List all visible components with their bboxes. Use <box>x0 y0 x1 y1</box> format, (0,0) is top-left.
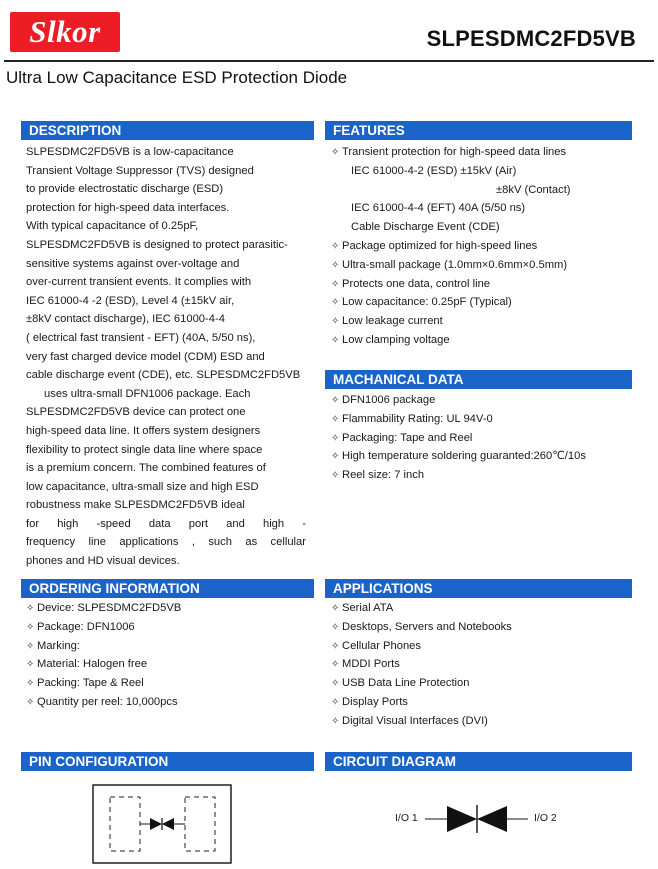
application-item <box>331 674 512 693</box>
feature-item-text: IEC 61000-4-2 (ESD) ±15kV (Air) <box>351 164 517 177</box>
feature-item-text: Package optimized for high-speed lines <box>342 239 538 252</box>
circuit-diagram-heading: CIRCUIT DIAGRAM <box>325 752 632 771</box>
bullet-icon: ✧ <box>331 278 340 290</box>
ordering-item <box>26 655 181 674</box>
application-item-text: Desktops, Servers and Notebooks <box>342 620 512 633</box>
features-list <box>331 143 571 350</box>
ordering-item-text: Marking: <box>37 639 80 652</box>
ordering-item <box>26 693 181 712</box>
io1-label: I/O 1 <box>395 812 418 824</box>
description-line: high-speed data line. It offers system designers <box>26 424 261 437</box>
mechanical-list <box>331 391 586 485</box>
bullet-icon: ✧ <box>331 395 340 406</box>
bullet-icon: ✧ <box>331 715 340 727</box>
bullet-icon: ✧ <box>26 603 35 614</box>
feature-item-text: ±8kV (Contact) <box>496 183 571 196</box>
application-item <box>331 655 512 674</box>
applications-heading: APPLICATIONS <box>325 579 632 598</box>
ordering-heading: ORDERING INFORMATION <box>21 579 314 598</box>
description-line: protection for high-speed data interfaces. <box>26 201 230 214</box>
feature-item <box>331 256 571 275</box>
ordering-item-text: Material: Halogen free <box>37 658 148 671</box>
description-line: cable discharge event (CDE), etc. SLPESDMC2FD5VB <box>26 369 301 382</box>
feature-item-text: Transient protection for high-speed data lines <box>342 146 567 158</box>
bullet-icon: ✧ <box>331 413 340 425</box>
bullet-icon: ✧ <box>26 659 35 671</box>
bullet-icon: ✧ <box>331 147 340 158</box>
feature-item-text: Low clamping voltage <box>342 333 450 346</box>
application-item <box>331 618 512 637</box>
brand-logo: Slkor <box>10 12 120 52</box>
ordering-item-text: Package: DFN1006 <box>37 620 135 633</box>
mechanical-item-text: DFN1006 package <box>342 394 436 406</box>
feature-item-text: IEC 61000-4-4 (EFT) 40A (5/50 ns) <box>351 202 526 215</box>
bullet-icon: ✧ <box>26 696 35 708</box>
feature-item <box>331 199 571 218</box>
description-line: sensitive systems against over-voltage and <box>26 257 240 270</box>
ordering-list-wrap <box>26 599 181 712</box>
ordering-item-text: Quantity per reel: 10,000pcs <box>37 695 178 708</box>
bullet-icon: ✧ <box>331 451 340 463</box>
bullet-icon: ✧ <box>331 640 340 652</box>
bullet-icon: ✧ <box>331 316 340 328</box>
description-line: uses ultra-small DFN1006 package. Each <box>44 387 251 400</box>
ordering-list <box>26 599 181 712</box>
mechanical-heading: MACHANICAL DATA <box>325 370 632 389</box>
features-heading: FEATURES <box>325 121 632 140</box>
bullet-icon: ✧ <box>331 240 340 252</box>
part-number-title: SLPESDMC2FD5VB <box>426 26 636 51</box>
bullet-icon: ✧ <box>26 640 35 652</box>
bullet-icon: ✧ <box>331 334 340 346</box>
application-item-text: Cellular Phones <box>342 639 421 652</box>
description-line: ( electrical fast transient - EFT) (40A, 5/50 ns), <box>26 331 256 344</box>
mechanical-item-text: Reel size: 7 inch <box>342 469 425 482</box>
pin-config-heading: PIN CONFIGURATION <box>21 752 314 771</box>
feature-item <box>331 312 571 331</box>
mechanical-item-text: Packaging: Tape and Reel <box>342 431 473 444</box>
description-text <box>26 143 306 571</box>
feature-item <box>331 162 571 181</box>
ordering-item-text: Device: SLPESDMC2FD5VB <box>37 602 182 614</box>
description-line: flexibility to protect single data line where space <box>26 443 263 456</box>
bullet-icon: ✧ <box>331 603 340 614</box>
description-line: SLPESDMC2FD5VB device can protect one <box>26 406 246 419</box>
feature-item <box>331 143 571 162</box>
feature-item-text: Low capacitance: 0.25pF (Typical) <box>342 296 512 309</box>
bullet-icon: ✧ <box>26 621 35 633</box>
ordering-item <box>26 637 181 656</box>
circuit-diagram <box>395 800 575 840</box>
feature-item-text: Protects one data, control line <box>342 277 491 290</box>
mechanical-item <box>331 466 586 485</box>
document-subtitle: Ultra Low Capacitance ESD Protection Diode <box>6 68 348 87</box>
description-line: phones and HD visual devices. <box>26 555 180 568</box>
application-item-text: USB Data Line Protection <box>342 677 470 690</box>
description-line: IEC 61000-4 -2 (ESD), Level 4 (±15kV air, <box>26 294 235 307</box>
description-line: SLPESDMC2FD5VB is a low-capacitance <box>26 146 234 158</box>
description-line: Transient Voltage Suppressor (TVS) designed <box>26 164 254 177</box>
description-line: With typical capacitance of 0.25pF, <box>26 220 199 233</box>
mechanical-item <box>331 447 586 466</box>
mechanical-item-text: High temperature soldering guaranted:260℃/10s <box>342 450 586 463</box>
applications-list <box>331 599 512 731</box>
feature-item <box>331 293 571 312</box>
mechanical-list-wrap <box>331 391 586 485</box>
application-item <box>331 637 512 656</box>
header-divider <box>4 60 654 62</box>
mechanical-item <box>331 391 586 410</box>
mechanical-item <box>331 429 586 448</box>
bullet-icon: ✧ <box>331 696 340 708</box>
applications-list-wrap <box>331 599 512 731</box>
bullet-icon: ✧ <box>331 259 340 271</box>
mechanical-item-text: Flammability Rating: UL 94V-0 <box>342 412 493 425</box>
feature-item-text: Ultra-small package (1.0mm×0.6mm×0.5mm) <box>342 258 568 271</box>
feature-item-text: Cable Discharge Event (CDE) <box>351 221 500 234</box>
ordering-item <box>26 674 181 693</box>
bullet-icon: ✧ <box>331 659 340 671</box>
description-line: to provide electrostatic discharge (ESD) <box>26 183 224 196</box>
application-item-text: Digital Visual Interfaces (DVI) <box>342 714 488 727</box>
description-line: frequency line applications , such as cellular <box>26 536 306 549</box>
description-line: low capacitance, ultra-small size and high ESD <box>26 480 259 493</box>
ordering-item-text: Packing: Tape & Reel <box>37 677 144 690</box>
ordering-item <box>26 618 181 637</box>
description-line: robustness make SLPESDMC2FD5VB ideal <box>26 499 245 512</box>
pin-config-diagram <box>92 784 232 869</box>
bullet-icon: ✧ <box>331 621 340 633</box>
feature-item <box>331 237 571 256</box>
description-line: very fast charged device model (CDM) ESD and <box>26 350 265 363</box>
io2-label: I/O 2 <box>534 812 557 824</box>
application-item <box>331 599 512 618</box>
description-line: SLPESDMC2FD5VB is designed to protect parasitic- <box>26 238 288 251</box>
application-item-text: Serial ATA <box>342 602 394 614</box>
description-heading: DESCRIPTION <box>21 121 314 140</box>
feature-item <box>331 218 571 237</box>
feature-item <box>331 275 571 294</box>
feature-item <box>331 331 571 350</box>
application-item-text: Display Ports <box>342 695 408 708</box>
features-list-wrap <box>331 143 571 350</box>
bullet-icon: ✧ <box>331 297 340 309</box>
bullet-icon: ✧ <box>331 470 340 482</box>
description-line: ±8kV contact discharge), IEC 61000-4-4 <box>26 313 225 326</box>
feature-item-text: Low leakage current <box>342 315 443 328</box>
application-item <box>331 712 512 731</box>
application-item <box>331 693 512 712</box>
bullet-icon: ✧ <box>26 678 35 690</box>
description-line: over-current transient events. It complies with <box>26 276 252 289</box>
ordering-item <box>26 599 181 618</box>
feature-item <box>331 181 571 200</box>
mechanical-item <box>331 410 586 429</box>
application-item-text: MDDI Ports <box>342 658 400 671</box>
bullet-icon: ✧ <box>331 432 340 444</box>
description-line: for high -speed data port and high - <box>26 517 306 530</box>
description-line: is a premium concern. The combined features of <box>26 462 266 475</box>
bullet-icon: ✧ <box>331 678 340 690</box>
